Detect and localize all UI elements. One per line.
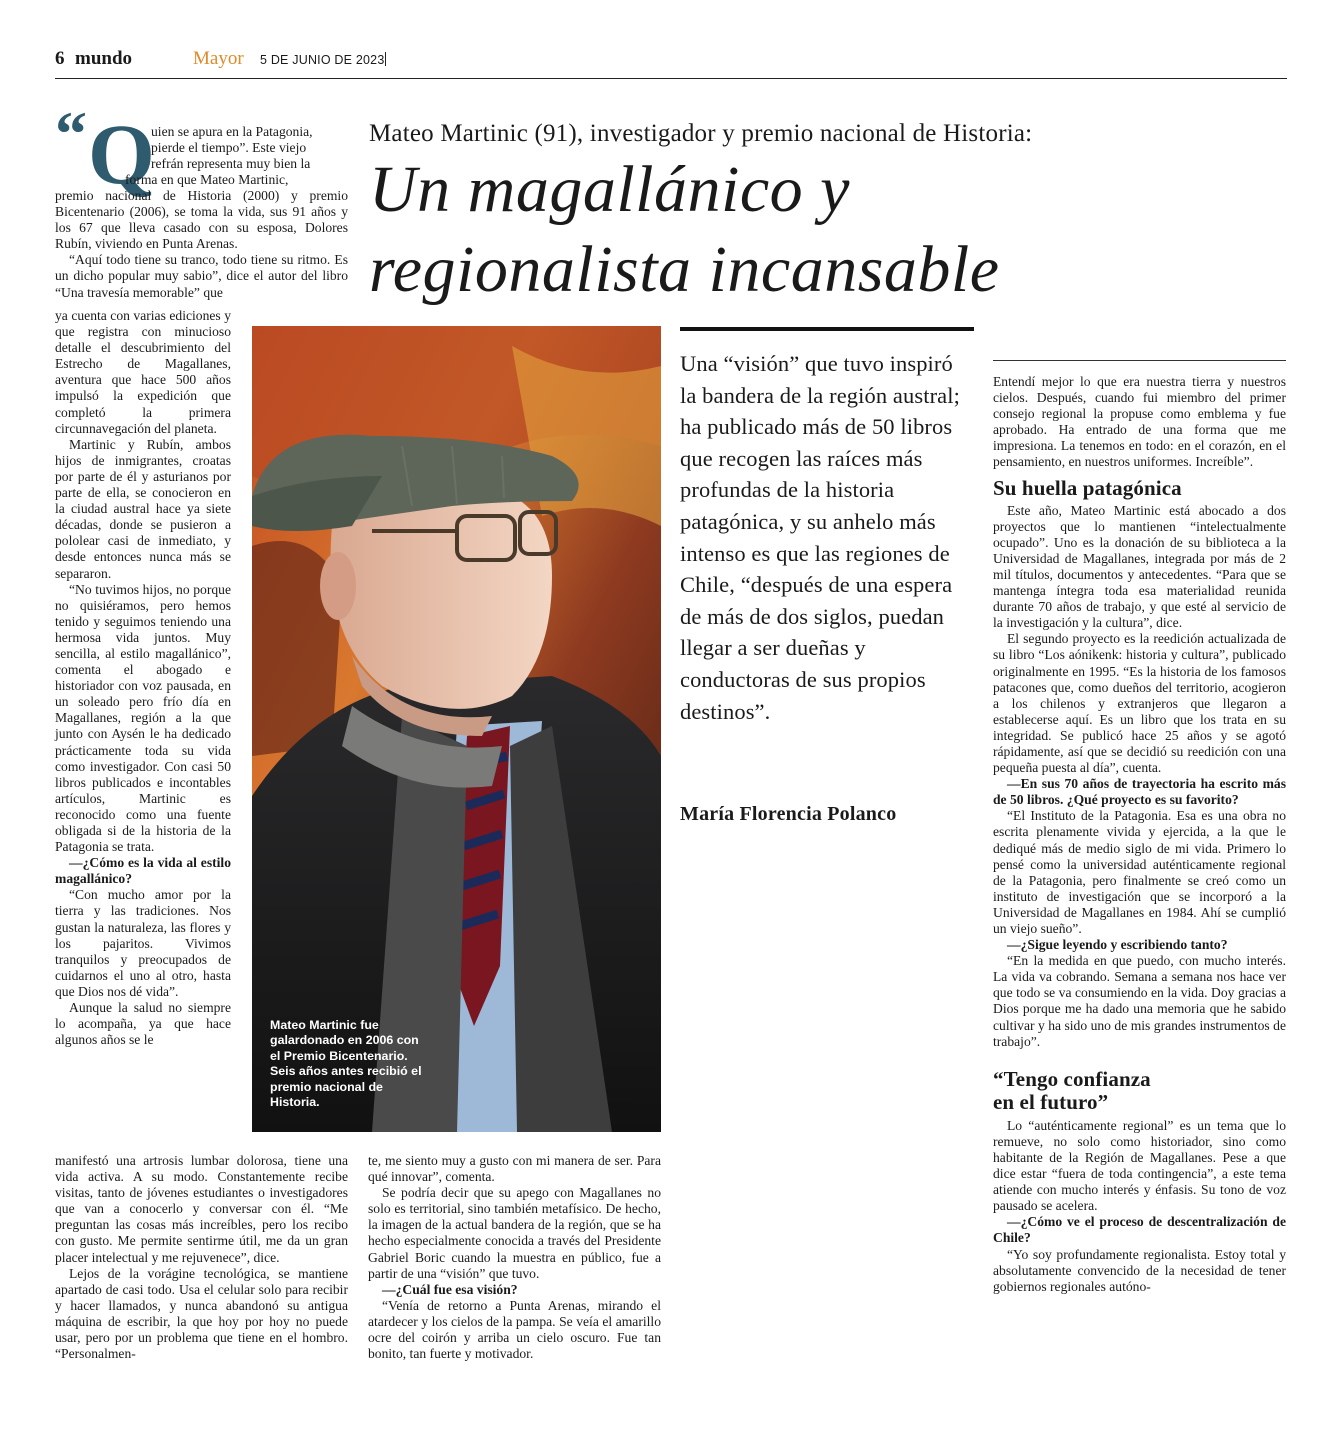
col1-narrow (55, 308, 231, 1048)
col2-bottom (368, 1153, 661, 1362)
paragraph: “Yo soy profundamente regionalista. Estoy total y absolutamente convencido de la necesidad de tener gobiernos regionales autóno- (993, 1246, 1286, 1294)
author-byline: María Florencia Polanco (680, 803, 897, 825)
intro-line: forma en que Mateo Martinic, (125, 172, 289, 187)
title-line-1: Un magallánico y (369, 153, 850, 226)
paragraph: Martinic y Rubín, ambos hijos de inmigrantes, croatas por parte de él y asturianos por parte de ella, se conocieron en la ciudad austral hace ya siete décadas, donde se pusieron a pololear casi de inmediato, y desde entonces nunca más se separaron. (55, 436, 231, 581)
pull-quote: Una “visión” que tuvo inspiró la bandera de la región austral; ha publicado más de 50 libros que recogen las raíces más profundas de la historia patagónica, y su anhelo más intenso es que las regiones de Chile, “después de una espera de más de dos siglos, puedan llegar a ser dueñas y conductoras de sus propios destinos”. (680, 351, 960, 724)
brand-name-part2: Mayor (193, 48, 244, 69)
subheading (993, 1068, 1286, 1114)
paragraph: manifestó una artrosis lumbar dolorosa, tiene una vida activa. A su modo. Constantemente recibe visitas, tanto de jóvenes estudiantes o investigadores que van a conocerlo y conversar con él. “Me preguntan las cosas más increíbles, pero los recibo con gusto. Me permite sentirme útil, me da un gran placer intelectual y me rejuvenece”, dice. (55, 1153, 348, 1265)
interview-question: —¿Cuál fue esa visión? (382, 1281, 518, 1297)
paragraph: te, me siento muy a gusto con mi manera de ser. Para qué innovar”, comenta. (368, 1153, 661, 1185)
col1-bottom (55, 1153, 348, 1362)
photo-caption: Mateo Martinic fue galardonado en 2006 con el Premio Bicentenario. Seis años antes recibió el premio nacional de Historia. (270, 1018, 422, 1110)
article-title (369, 150, 1000, 310)
intro-line: pierde el tiempo”. Este viejo (151, 140, 307, 156)
paragraph: “El Instituto de la Patagonia. Esa es una obra no escrita plenamente vivida y ejercida, a la que le dediqué más de medio siglo de mi vida. Primero lo pensé como la universidad auténticamente regional de la Patagonia, pero finalmente se creó como un instituto de investigación que se incorporó a la Universidad de Magallanes en 1984. Ahí se cumplió un viejo sueño”. (993, 808, 1286, 936)
paragraph: “Con mucho amor por la tierra y las tradiciones. Nos gustan la naturaleza, las flores y los pajaritos. Vivimos tranquilos y preocupados de cuidarnos el uno al otro, hasta que Dios nos dé vida”. (55, 887, 231, 999)
paragraph: Aunque la salud no siempre lo acompaña, ya que hace algunos años se le (55, 1000, 231, 1048)
header-divider (385, 52, 386, 66)
subheading-line: “Tengo confianza (993, 1066, 1151, 1091)
opening-quote-mark: “ (55, 98, 87, 169)
issue-date: 5 DE JUNIO DE 2023 (260, 53, 385, 67)
paragraph: “No tuvimos hijos, no porque no quisiéramos, pero hemos tenido y seguimos teniendo una hermosa vida juntos. Muy sencilla, al estilo magallánico”, comenta el abogado e historiador con voz pausada, en un soleado pero frío día en Magallanes, región a la que junto con Aysén le ha dedicado prácticamente toda su vida como investigador. Con casi 50 libros publicados e incontables artículos, Martinic es reconocido como una fuente obligada si de la historia de la Patagonia se trata. (55, 581, 231, 855)
paragraph: “Venía de retorno a Punta Arenas, mirando el atardecer y los cielos de la pampa. Se veía el amarillo ocre del coirón y arriba un cielo oscuro. Fue tan bonito, tan fuerte y motivador. (368, 1297, 661, 1362)
intro-lines (151, 124, 348, 172)
portrait-illustration (252, 326, 661, 1132)
paragraph: Entendí mejor lo que era nuestra tierra y nuestros cielos. Después, cuando fui miembro del primer consejo regional la propuse como emblema y fue aprobado. Ha entrado de una forma que me impresiona. La tenemos en todo: en el corazón, en el pensamiento, en nuestros uniformes. Increíble”. (993, 374, 1286, 470)
paragraph: El segundo proyecto es la reedición actualizada de su libro “Los aónikenk: historia y cultura”, publicado originalmente en 1995. “Es la historia de los famosos patacones que, como dueños del territorio, acogieron a los chilenos y extranjeros que llegaron a establecerse aquí. Es un libro que los trata en su integridad. Se publicó hace 25 años y se agotó rápidamente, así que se decidió su reedición con una pequeña puesta al día”, cuenta. (993, 631, 1286, 776)
intro-line: uien se apura en la Patagonia, (151, 124, 313, 139)
interview-question: —¿Cómo ve el proceso de descentralización de Chile? (993, 1214, 1286, 1246)
drop-cap: Q (88, 106, 155, 202)
subheading-line: en el futuro” (993, 1089, 1109, 1114)
page-number: 6 (55, 48, 65, 69)
article-kicker: Mateo Martinic (91), investigador y premio nacional de Historia: (369, 120, 1033, 147)
paragraph: premio nacional de Historia (2000) y premio Bicentenario (2006), se toma la vida, sus 91 años y los 67 que lleva casado con su esposa, Dolores Rubín, viviendo en Punta Arenas. (55, 188, 348, 252)
interview-question: —¿Cómo es la vida al estilo magallánico? (55, 855, 231, 887)
intro-line: refrán representa muy bien la (151, 156, 311, 172)
paragraph: Lo “auténticamente regional” es un tema que lo remueve, no solo como historiador, sino como habitante de la Región de Magallanes. Pese a que dice estar “fuera de toda contingencia”, a este tema atiende con mucho interés y énfasis. Su tono de voz pausado se acelera. (993, 1117, 1286, 1214)
paragraph: Este año, Mateo Martinic está abocado a dos proyectos que lo mantienen “intelectualmente ocupado”. Uno es la donación de su biblioteca a la Universidad de Magallanes, integrada por más de 2 mil títulos, documentos y antecedentes. “Para que se mantenga íntegra toda esa materialidad reunida durante 70 años de trabajo, y que esté al servicio de la investigación y la cultura”, dice. (993, 502, 1286, 631)
portrait-photo (252, 326, 661, 1132)
interview-question: —¿Sigue leyendo y escribiendo tanto? (1007, 937, 1228, 953)
subheading: Su huella patagónica (993, 475, 1182, 500)
brand-name-part1: mundo (75, 48, 133, 69)
col1-wide-top (55, 188, 348, 301)
paragraph: “Aquí todo tiene su tranco, todo tiene su ritmo. Es un dicho popular muy sabio”, dice el autor del libro “Una travesía memorable” que (55, 252, 348, 300)
paragraph: ya cuenta con varias ediciones y que registra con minucioso detalle el descubrimiento del Estrecho de Magallanes, aventura que hace 500 años impulsó la expedición que completó la primera circunnavegación del planeta. (55, 308, 231, 436)
paragraph: “En la medida en que puedo, con mucho interés. La vida va cobrando. Semana a semana nos hace ver que todo se va consumiendo en la vida. Doy gracias a Dios porque me ha dado una memoria que he sabido cultivar y ha sido uno de mis grandes instrumentos de trabajo”. (993, 953, 1286, 1049)
col3 (993, 374, 1286, 1295)
paragraph: Se podría decir que su apego con Magallanes no solo es territorial, sino también metafísico. De hecho, la imagen de la actual bandera de la región, que se ha hecho especialmente conocida a través del Presidente Gabriel Boric cuando la muestra en público, fue a partir de una “visión” que tuvo. (368, 1185, 661, 1281)
column-rule (993, 360, 1286, 361)
pull-quote-rule (680, 327, 974, 331)
title-line-2: regionalista incansable (369, 233, 1000, 306)
page-header (55, 46, 1287, 79)
paragraph: Lejos de la vorágine tecnológica, se mantiene apartado de casi todo. Usa el celular solo para recibir y hacer llamados, y nunca abandonó su antigua máquina de escribir, la que hoy por hoy no puede usar, pero por un problema que tiene en el hombro. “Personalmen- (55, 1265, 348, 1362)
interview-question: —En sus 70 años de trayectoria ha escrito más de 50 libros. ¿Qué proyecto es su favorito? (993, 776, 1286, 808)
intro-line-indent (125, 172, 348, 188)
